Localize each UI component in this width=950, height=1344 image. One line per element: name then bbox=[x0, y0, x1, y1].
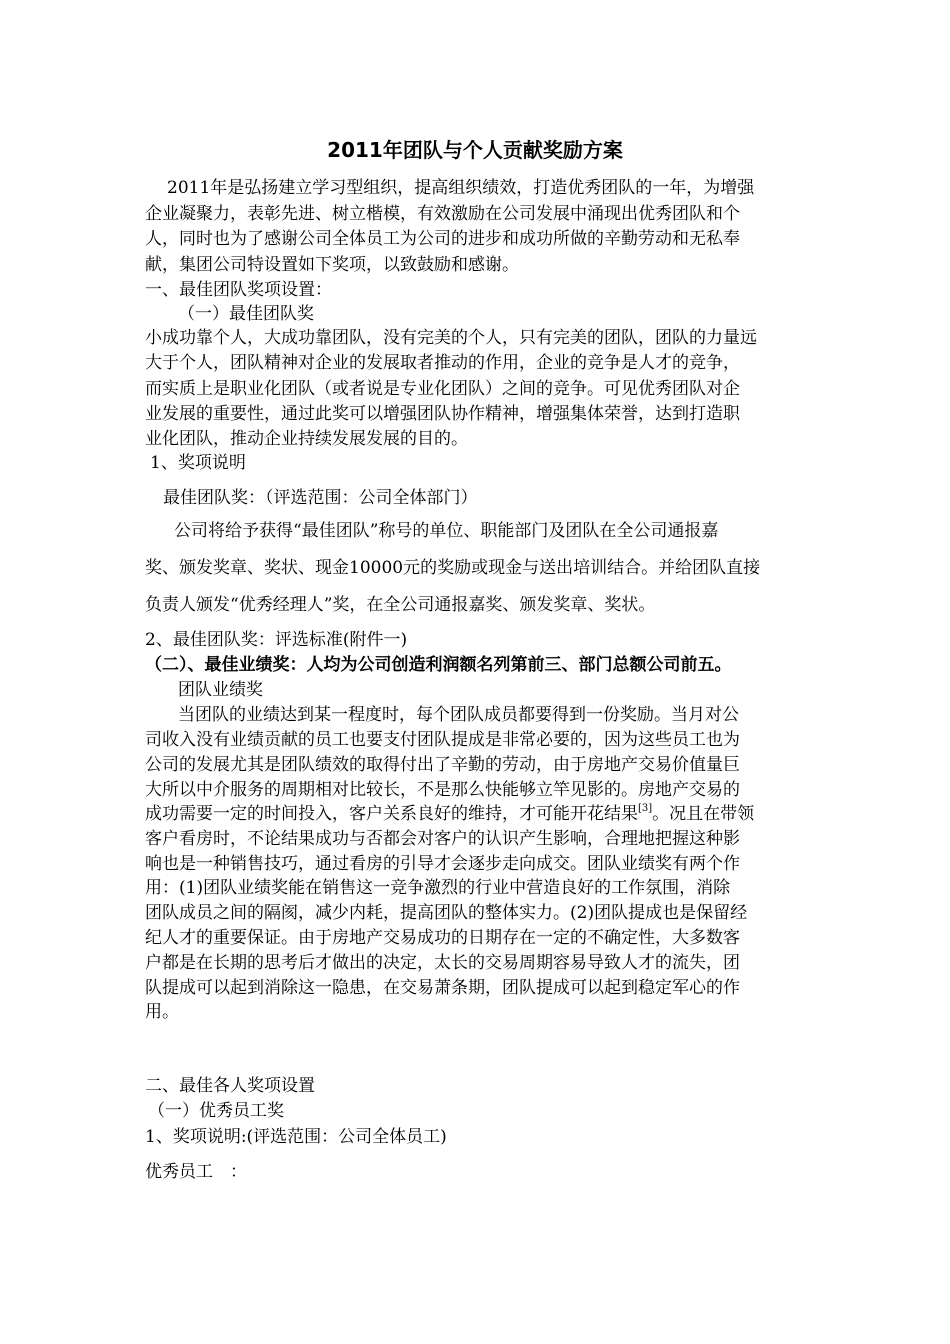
intro-line: 献，集团公司特设置如下奖项，以致鼓励和感谢。 bbox=[145, 255, 519, 275]
section2-heading: 二、最佳各人奖项设置 bbox=[145, 1076, 315, 1096]
intro-line: 人，同时也为了感谢公司全体员工为公司的进步和成功所做的辛勤劳动和无私奉 bbox=[145, 229, 740, 249]
item3-label: 优秀员工 ： bbox=[145, 1162, 247, 1182]
item2-heading: 2、最佳团队奖：评选标准(附件一) bbox=[145, 630, 408, 650]
sub2-heading: （二）、最佳业绩奖：人均为公司创造利润额名列第前三、部门总额公司前五。 bbox=[145, 655, 732, 675]
sub2-para-line-with-footnote bbox=[145, 803, 755, 824]
document-title: 2011年团队与个人贡献奖励方案 bbox=[327, 138, 623, 162]
item3-heading: 1、奖项说明:(评选范围：公司全体员工) bbox=[145, 1127, 447, 1147]
footnote-mark[interactable]: [3] bbox=[638, 803, 653, 814]
sub2-para-text: 。况且在带领 bbox=[652, 804, 755, 824]
sub1-para-line: 大于个人，团队精神对企业的发展取者推动的作用，企业的竞争是人才的竞争， bbox=[145, 353, 740, 373]
section1-heading: 一、最佳团队奖项设置： bbox=[145, 280, 332, 300]
sub2-para-line: 响也是一种销售技巧，通过看房的引导才会逐步走向成交。团队业绩奖有两个作 bbox=[145, 854, 740, 874]
sub2-para-line: 团队成员之间的隔阂，减少内耗，提高团队的整体实力。(2)团队提成也是保留经 bbox=[145, 903, 748, 923]
item1-scope: 最佳团队奖：（评选范围：公司全体部门） bbox=[163, 488, 478, 508]
sub2-para-line: 队提成可以起到消除这一隐患，在交易萧条期，团队提成可以起到稳定军心的作 bbox=[145, 978, 740, 998]
sub1-para-line: 业发展的重要性，通过此奖可以增强团队协作精神，增强集体荣誉，达到打造职 bbox=[145, 404, 740, 424]
sub2-para-line: 当团队的业绩达到某一程度时，每个团队成员都要得到一份奖励。当月对公 bbox=[178, 705, 739, 725]
sub1-para-line: 而实质上是职业化团队（或者说是专业化团队）之间的竞争。可见优秀团队对企 bbox=[145, 379, 740, 399]
sub2-para-line: 户都是在长期的思考后才做出的决定，太长的交易周期容易导致人才的流失，团 bbox=[145, 953, 740, 973]
item1-body-line: 公司将给予获得“最佳团队”称号的单位、职能部门及团队在全公司通报嘉 bbox=[174, 521, 719, 541]
sub3-heading: （一）优秀员工奖 bbox=[148, 1101, 284, 1121]
item1-body-line: 负责人颁发“优秀经理人”奖，在全公司通报嘉奖、颁发奖章、奖状。 bbox=[145, 595, 656, 615]
sub2-para-line: 用。 bbox=[145, 1002, 179, 1022]
sub2-para-line: 客户看房时，不论结果成功与否都会对客户的认识产生影响，合理地把握这种影 bbox=[145, 829, 740, 849]
sub2-para-line: 纪人才的重要保证。由于房地产交易成功的日期存在一定的不确定性，大多数客 bbox=[145, 928, 740, 948]
sub1-para-line: 小成功靠个人，大成功靠团队，没有完美的个人，只有完美的团队，团队的力量远 bbox=[145, 328, 757, 348]
item1-body-line: 奖、颁发奖章、奖状、现金10000元的奖励或现金与送出培训结合。并给团队直接 bbox=[145, 558, 761, 578]
sub2-para-text: 成功需要一定的时间投入，客户关系良好的维持，才可能开花结果 bbox=[145, 804, 638, 824]
sub2-para-line: 司收入没有业绩贡献的员工也要支付团队提成是非常必要的，因为这些员工也为 bbox=[145, 730, 740, 750]
sub2-para-line: 大所以中介服务的周期相对比较长，不是那么快能够立竿见影的。房地产交易的 bbox=[145, 780, 740, 800]
intro-line: 2011年是弘扬建立学习型组织，提高组织绩效，打造优秀团队的一年，为增强 bbox=[167, 178, 755, 198]
sub2-para-line: 用：(1)团队业绩奖能在销售这一竞争激烈的行业中营造良好的工作氛围，消除 bbox=[145, 878, 731, 898]
sub2-label: 团队业绩奖 bbox=[178, 680, 263, 700]
sub1-para-line: 业化团队，推动企业持续发展发展的目的。 bbox=[145, 429, 468, 449]
item1-heading: 1、奖项说明 bbox=[150, 453, 246, 473]
sub2-para-line: 公司的发展尤其是团队绩效的取得付出了辛勤的劳动，由于房地产交易价值量巨 bbox=[145, 755, 740, 775]
sub1-heading: （一）最佳团队奖 bbox=[178, 304, 314, 324]
intro-line: 企业凝聚力，表彰先进、树立楷模，有效激励在公司发展中涌现出优秀团队和个 bbox=[145, 204, 740, 224]
